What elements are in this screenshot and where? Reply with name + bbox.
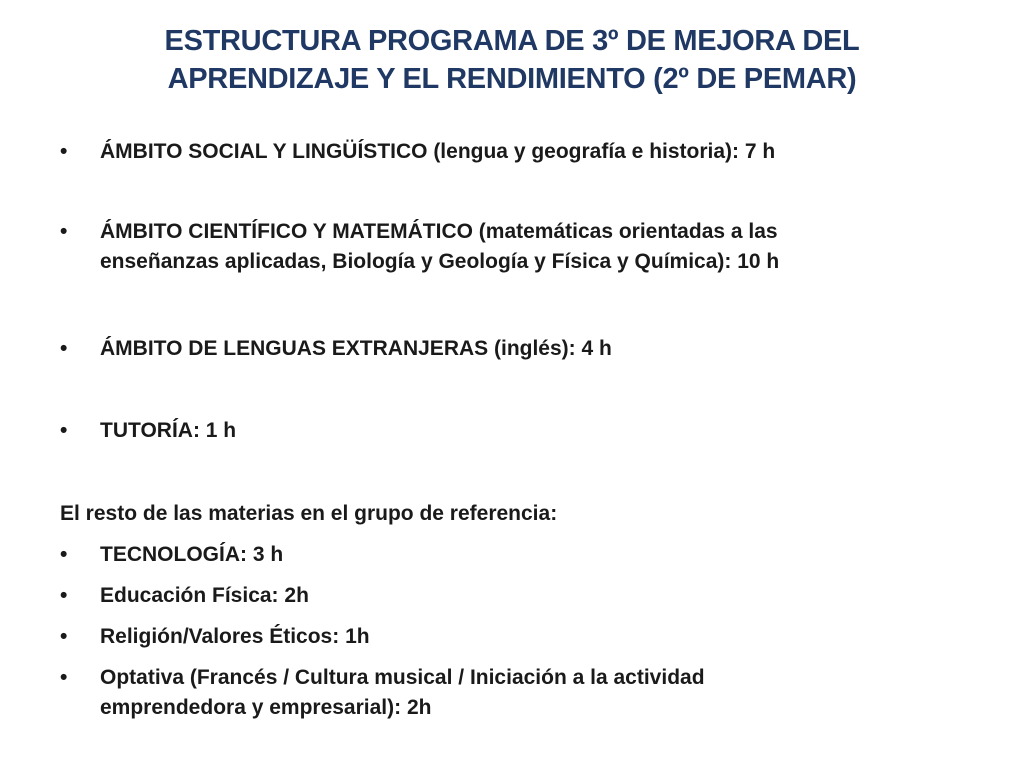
resto-item-label [100,663,920,723]
ambito-item-label-line-2: enseñanzas aplicadas, Biología y Geología y Física y Química): 10 h [100,250,780,273]
slide-title-line-1: ESTRUCTURA PROGRAMA DE 3º DE MEJORA DEL [164,25,860,57]
resto-item-label: Religión/Valores Éticos: 1h [100,625,370,648]
ambito-item-label: ÁMBITO SOCIAL Y LINGÜÍSTICO (lengua y geografía e historia): 7 h [100,140,776,163]
slide-title [60,22,964,98]
slide-title-line-2: APRENDIZAJE Y EL RENDIMIENTO (2º DE PEMAR) [167,63,857,95]
bullet-icon: • [60,666,68,689]
bullet-icon: • [60,625,68,648]
resto-heading: El resto de las materias en el grupo de referencia: [60,502,558,525]
resto-item-label: Educación Física: 2h [100,584,309,607]
bullet-icon: • [60,140,68,163]
bullet-icon: • [60,543,68,566]
resto-item-label-line-1: Optativa (Francés / Cultura musical / Iniciación a la actividad [100,666,705,689]
ambito-item-label: ÁMBITO DE LENGUAS EXTRANJERAS (inglés): 4 h [100,337,612,360]
ambito-item-label-line-1: ÁMBITO CIENTÍFICO Y MATEMÁTICO (matemáticas orientadas a las [100,220,778,243]
ambito-item-label [100,217,920,277]
resto-item-label-line-2: emprendedora y empresarial): 2h [100,696,432,719]
bullet-icon: • [60,584,68,607]
bullet-icon: • [60,220,68,243]
bullet-icon: • [60,419,68,442]
resto-item-label: TECNOLOGÍA: 3 h [100,543,284,566]
ambito-item-label: TUTORÍA: 1 h [100,419,237,442]
bullet-icon: • [60,337,68,360]
